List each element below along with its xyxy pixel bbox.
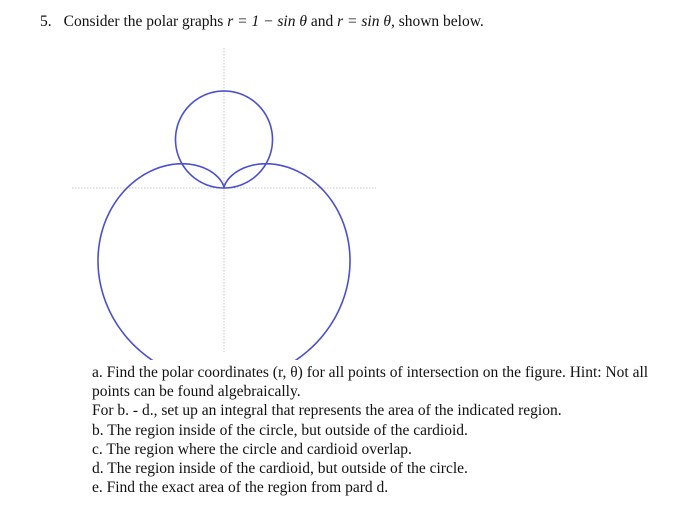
problem-header	[40, 12, 484, 32]
polar-graph-figure	[60, 40, 400, 360]
part-d: d. The region inside of the cardioid, but outside of the circle.	[92, 460, 468, 478]
part-b: b. The region inside of the circle, but outside of the cardioid.	[92, 421, 468, 439]
problem-number: 5.	[40, 13, 52, 30]
equation-cardioid: r = 1 − sin θ	[227, 13, 307, 30]
problem-tail: shown below.	[398, 13, 484, 30]
part-c: c. The region where the circle and cardioid overlap.	[92, 440, 412, 458]
problem-parts	[92, 363, 682, 497]
part-e: e. Find the exact area of the region from pard d.	[92, 479, 389, 497]
equation-circle: r = sin θ,	[337, 13, 395, 30]
problem-intro: Consider the polar graphs	[63, 13, 224, 30]
part-a: a. Find the polar coordinates (r, θ) for all points of intersection on the figure. Hint: Not all points can be found algebraically.	[92, 364, 649, 401]
connector-text: and	[310, 13, 334, 30]
part-note: For b. - d., set up an integral that represents the area of the indicated region.	[92, 402, 562, 420]
